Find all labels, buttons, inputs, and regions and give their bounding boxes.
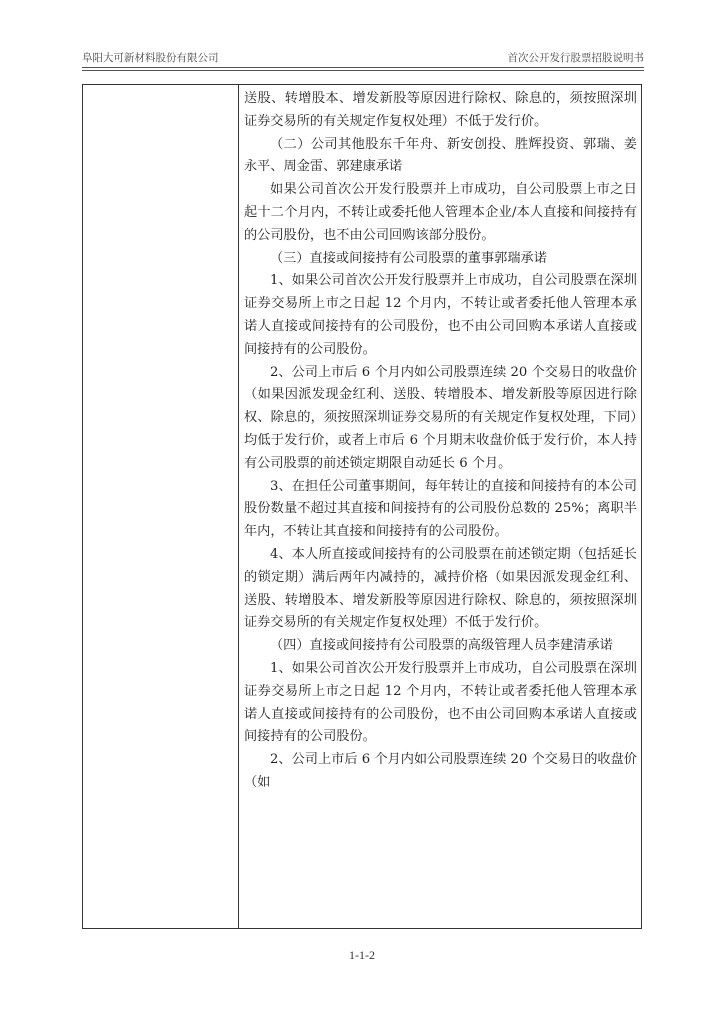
- paragraph-manager-item-2: 2、公司上市后 6 个月内如公司股票连续 20 个交易日的收盘价（如: [244, 752, 637, 790]
- paragraph-manager-item-1: 1、如果公司首次公开发行股票并上市成功，自公司股票在深圳证券交易所上市之日起 12 个月内，不转让或者委托他人管理本承诺人直接或间接持有的公司股份，也不由公司回购本承诺人直接或间接持有的公司股份。: [244, 660, 637, 745]
- table-column-divider: [238, 85, 239, 928]
- header-rule: [82, 67, 644, 68]
- paragraph-director-item-3: 3、在担任公司董事期间，每年转让的直接和间接持有的本公司股份数量不超过其直接和间接持有的公司股份总数的 25%；离职半年内，不转让其直接和间接持有的公司股份。: [244, 478, 637, 540]
- paragraph-continued: 送股、转增股本、增发新股等原因进行除权、除息的，须按照深圳证券交易所的有关规定作复权处理）不低于发行价。: [244, 91, 637, 129]
- page-number: 1-1-2: [349, 948, 375, 962]
- paragraph-director-item-2: 2、公司上市后 6 个月内如公司股票连续 20 个交易日的收盘价（如果因派发现金红利、送股、转增股本、增发新股等原因进行除权、除息的，须按照深圳证券交易所的有关规定作复权处理，下同）均低于发行价，或者上市后 6 个月期末收盘价低于发行价，本人持有公司股票的前述锁定期限自动延长 6 个月。: [244, 364, 637, 471]
- header-rule-secondary: [82, 70, 644, 71]
- table-content-cell: [244, 88, 637, 795]
- section-heading-senior-management: （四）直接或间接持有公司股票的高级管理人员李建清承诺: [270, 638, 613, 654]
- section-heading-other-shareholders: （二）公司其他股东千年舟、新安创投、胜辉投资、郭瑞、姜永平、周金雷、郭建康承诺: [244, 136, 637, 175]
- paragraph-director-item-4: 4、本人所直接或间接持有的公司股票在前述锁定期（包括延长的锁定期）满后两年内减持的，减持价格（如果因派发现金红利、送股、转增股本、增发新股等原因进行除权、除息的，须按照深圳证券交易所的有关规定作复权处理）不低于发行价。: [244, 546, 637, 631]
- section-heading-director: （三）直接或间接持有公司股票的董事郭瑞承诺: [270, 250, 547, 266]
- commitment-table: [82, 84, 642, 929]
- paragraph-lockup-twelve-months: 如果公司首次公开发行股票并上市成功，自公司股票上市之日起十二个月内，不转让或委托他人管理本企业/本人直接和间接持有的公司股份，也不由公司回购该部分股份。: [244, 182, 637, 243]
- header-company-name: 阜阳大可新材料股份有限公司: [82, 52, 219, 64]
- paragraph-director-item-1: 1、如果公司首次公开发行股票并上市成功，自公司股票在深圳证券交易所上市之日起 12 个月内，不转让或者委托他人管理本承诺人直接或间接持有的公司股份，也不由公司回购本承诺人直接或间接持有的公司股份。: [244, 273, 637, 357]
- page-header: [82, 50, 644, 66]
- header-document-title: 首次公开发行股票招股说明书: [507, 52, 644, 64]
